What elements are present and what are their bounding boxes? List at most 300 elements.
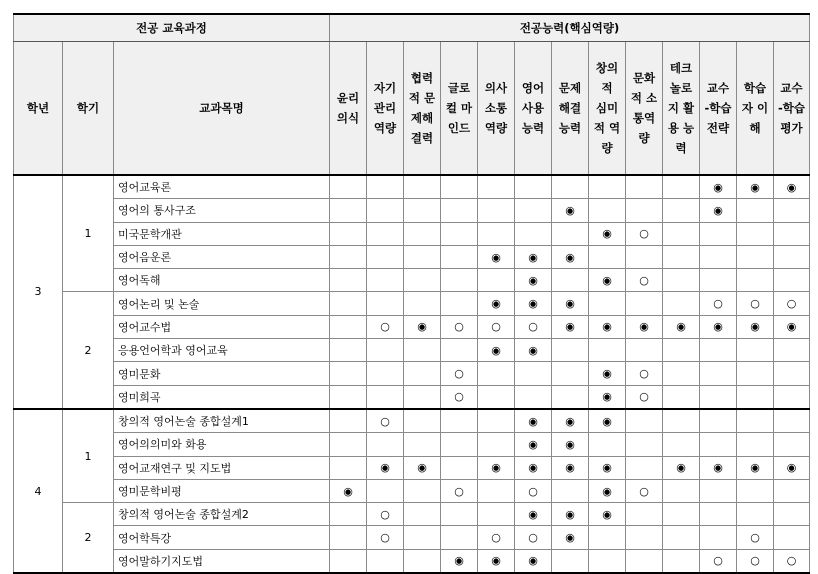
competency-header-line: 전략	[706, 121, 730, 135]
competency-mark: ◉	[552, 526, 589, 549]
course-name: 영어교육론	[114, 175, 330, 199]
competency-mark	[737, 479, 774, 502]
competency-header-line: 테크	[669, 61, 693, 75]
competency-mark	[737, 362, 774, 385]
course-name: 영어교재연구 및 지도법	[114, 456, 330, 479]
competency-mark	[589, 549, 626, 573]
table-row	[14, 245, 810, 268]
competency-mark	[367, 222, 404, 245]
competency-mark	[330, 245, 367, 268]
course-name: 미국문학개관	[114, 222, 330, 245]
table-row	[14, 199, 810, 222]
competency-header-line: 협력	[410, 71, 434, 85]
competency-header	[515, 42, 552, 176]
semester-cell: 2	[63, 292, 114, 409]
competency-mark: ◉	[515, 269, 552, 292]
competency-mark	[330, 385, 367, 409]
competency-mark: ◉	[478, 292, 515, 315]
competency-mark: ◉	[515, 409, 552, 433]
competency-mark	[737, 503, 774, 526]
table-row	[14, 456, 810, 479]
competency-header	[663, 42, 700, 176]
competency-mark: ○	[515, 315, 552, 338]
competency-mark	[404, 385, 441, 409]
competency-header-line: 제해	[410, 111, 434, 125]
competency-mark	[552, 385, 589, 409]
competency-mark	[441, 339, 478, 362]
competency-mark	[552, 549, 589, 573]
competency-mark	[663, 339, 700, 362]
competency-header-line: 학습	[743, 81, 767, 95]
competency-mark	[774, 269, 810, 292]
competency-mark	[774, 479, 810, 502]
competency-header-line: 영어	[521, 81, 545, 95]
competency-mark	[330, 549, 367, 573]
competency-mark	[478, 385, 515, 409]
competency-mark: ◉	[589, 385, 626, 409]
competency-mark	[700, 362, 737, 385]
course-name: 응용언어학과 영어교육	[114, 339, 330, 362]
competency-header-line: 의식	[336, 111, 360, 125]
table-row	[14, 549, 810, 573]
year-cell: 3	[14, 175, 63, 409]
course-name: 영미문화	[114, 362, 330, 385]
course-name: 영어논리 및 논술	[114, 292, 330, 315]
competency-mark	[404, 549, 441, 573]
competency-mark: ○	[441, 385, 478, 409]
competency-mark	[552, 269, 589, 292]
competency-mark	[663, 549, 700, 573]
competency-mark	[367, 385, 404, 409]
competency-mark	[663, 526, 700, 549]
competency-mark	[700, 269, 737, 292]
competency-mark: ◉	[515, 292, 552, 315]
competency-mark	[515, 385, 552, 409]
competency-mark: ○	[367, 526, 404, 549]
competency-mark	[441, 245, 478, 268]
competency-mark: ◉	[552, 456, 589, 479]
competency-mark: ◉	[589, 222, 626, 245]
competency-mark	[663, 479, 700, 502]
competency-mark: ◉	[552, 409, 589, 433]
competency-header-line: 능력	[558, 121, 582, 135]
competency-mark: ○	[478, 315, 515, 338]
competency-mark: ○	[367, 409, 404, 433]
competency-mark	[441, 222, 478, 245]
competency-header	[774, 42, 810, 176]
competency-header	[404, 42, 441, 176]
competency-mark: ◉	[774, 456, 810, 479]
competency-mark	[663, 175, 700, 199]
competency-header-line: 해	[749, 121, 761, 135]
competency-mark: ◉	[589, 479, 626, 502]
competency-mark: ◉	[589, 456, 626, 479]
competency-mark	[330, 456, 367, 479]
competency-mark	[626, 456, 663, 479]
competency-mark	[478, 433, 515, 456]
competency-header-line: 적	[601, 81, 613, 95]
competency-mark: ◉	[552, 245, 589, 268]
competency-mark	[626, 199, 663, 222]
competency-mark	[700, 385, 737, 409]
competency-mark: ○	[774, 292, 810, 315]
competency-mark: ○	[626, 269, 663, 292]
competency-mark	[663, 503, 700, 526]
competency-header-line: 놀로	[669, 81, 693, 95]
competency-mark	[737, 269, 774, 292]
competency-mark	[589, 175, 626, 199]
competency-mark	[700, 526, 737, 549]
competency-mark: ◉	[700, 456, 737, 479]
competency-mark	[663, 245, 700, 268]
table-row	[14, 292, 810, 315]
competency-mark: ◉	[552, 199, 589, 222]
competency-mark: ○	[626, 362, 663, 385]
competency-mark	[367, 245, 404, 268]
course-name: 영어학특강	[114, 526, 330, 549]
competency-mark	[663, 199, 700, 222]
year-cell: 4	[14, 409, 63, 573]
competencies-header: 전공능력(핵심역량)	[330, 14, 810, 42]
competency-mark	[441, 433, 478, 456]
competency-mark	[404, 175, 441, 199]
competency-mark	[330, 503, 367, 526]
competency-header	[700, 42, 737, 176]
competency-mark: ◉	[515, 245, 552, 268]
table-row	[14, 385, 810, 409]
competency-mark	[626, 549, 663, 573]
competency-mark: ◉	[737, 315, 774, 338]
competency-mark	[404, 409, 441, 433]
competency-mark	[774, 526, 810, 549]
competency-mark	[367, 199, 404, 222]
competency-mark	[515, 222, 552, 245]
competency-mark	[700, 245, 737, 268]
course-name: 영어교수법	[114, 315, 330, 338]
competency-mark	[441, 526, 478, 549]
competency-header-line: 능력	[521, 121, 545, 135]
competency-mark	[441, 292, 478, 315]
course-name: 창의적 영어논술 종합설계2	[114, 503, 330, 526]
competency-header-line: 결력	[410, 131, 434, 145]
competency-mark	[663, 433, 700, 456]
competency-header	[441, 42, 478, 176]
competency-mark: ◉	[626, 315, 663, 338]
competency-mark: ○	[626, 385, 663, 409]
competency-mark	[663, 362, 700, 385]
competency-header-line: 윤리	[336, 91, 360, 105]
competency-mark: ○	[700, 292, 737, 315]
table-row	[14, 222, 810, 245]
competency-mark: ◉	[589, 362, 626, 385]
competency-mark	[515, 199, 552, 222]
competency-mark	[478, 409, 515, 433]
competency-mark: ○	[626, 479, 663, 502]
competency-mark	[626, 409, 663, 433]
competency-mark: ◉	[737, 175, 774, 199]
competency-header-line: 문화	[632, 71, 656, 85]
competency-mark	[367, 339, 404, 362]
competency-mark	[404, 269, 441, 292]
competency-mark: ◉	[663, 456, 700, 479]
competency-header-line: 지 활	[667, 101, 695, 115]
course-name: 영어독해	[114, 269, 330, 292]
competency-mark	[589, 526, 626, 549]
competency-header-line: 창의	[595, 61, 619, 75]
competency-mark	[478, 175, 515, 199]
competency-mark: ○	[737, 549, 774, 573]
competency-header	[626, 42, 663, 176]
competency-mark: ○	[737, 526, 774, 549]
competency-mark: ◉	[774, 175, 810, 199]
competency-mark	[330, 175, 367, 199]
competency-mark	[478, 503, 515, 526]
table-row	[14, 479, 810, 502]
course-column-header: 교과목명	[114, 42, 330, 176]
competency-mark: ○	[626, 222, 663, 245]
course-name: 영어음운론	[114, 245, 330, 268]
competency-mark	[737, 199, 774, 222]
competency-mark: ◉	[515, 456, 552, 479]
competency-mark	[626, 339, 663, 362]
competency-mark	[774, 433, 810, 456]
competency-mark	[737, 385, 774, 409]
competency-header-line: 글로	[447, 81, 471, 95]
competency-mark: ◉	[552, 433, 589, 456]
semester-cell: 2	[63, 503, 114, 573]
competency-mark	[774, 362, 810, 385]
competency-mark	[404, 339, 441, 362]
competency-mark	[589, 292, 626, 315]
competency-mark	[737, 409, 774, 433]
competency-mark: ○	[441, 315, 478, 338]
competency-mark: ◉	[330, 479, 367, 502]
competency-mark	[589, 433, 626, 456]
competency-mark	[774, 409, 810, 433]
competency-mark: ◉	[478, 549, 515, 573]
competency-header-line: 의사	[484, 81, 508, 95]
competency-mark	[663, 292, 700, 315]
competency-mark	[700, 339, 737, 362]
semester-cell: 1	[63, 409, 114, 503]
competency-mark: ◉	[589, 269, 626, 292]
competency-mark: ○	[441, 479, 478, 502]
competency-mark: ◉	[737, 456, 774, 479]
competency-header-line: 역량	[484, 121, 508, 135]
competency-mark: ◉	[515, 339, 552, 362]
competency-mark	[663, 222, 700, 245]
competency-mark	[367, 433, 404, 456]
course-name: 영어말하기지도법	[114, 549, 330, 573]
competency-mark	[367, 479, 404, 502]
competency-mark	[774, 385, 810, 409]
competency-header-line: 교수	[706, 81, 730, 95]
competency-mark	[737, 222, 774, 245]
competency-mark	[404, 479, 441, 502]
competency-mark: ○	[515, 526, 552, 549]
competency-header-line: 해결	[558, 101, 582, 115]
course-name: 영어의 통사구조	[114, 199, 330, 222]
competency-mark	[589, 199, 626, 222]
table-row	[14, 526, 810, 549]
competency-header-line: 용 능	[667, 121, 695, 135]
competency-mark	[441, 503, 478, 526]
competency-header-line: 교수	[780, 81, 803, 95]
competency-mark: ◉	[700, 175, 737, 199]
competency-mark	[478, 479, 515, 502]
competency-mark: ◉	[515, 549, 552, 573]
competency-mark: ◉	[404, 456, 441, 479]
competency-mark	[774, 339, 810, 362]
competency-mark	[626, 175, 663, 199]
competency-header	[330, 42, 367, 176]
competency-mark	[700, 222, 737, 245]
competency-mark	[330, 315, 367, 338]
competency-header	[552, 42, 589, 176]
competency-mark	[478, 362, 515, 385]
course-name: 영미희곡	[114, 385, 330, 409]
competency-mark	[404, 503, 441, 526]
competency-mark	[441, 456, 478, 479]
competency-mark	[737, 433, 774, 456]
table-row	[14, 503, 810, 526]
table-row	[14, 362, 810, 385]
competency-header-line: 자기	[373, 81, 397, 95]
competency-mark: ◉	[774, 315, 810, 338]
competency-mark	[330, 199, 367, 222]
competency-header-line: 컬 마	[445, 101, 473, 115]
competency-header	[367, 42, 404, 176]
competency-header	[737, 42, 774, 176]
competency-mark	[404, 292, 441, 315]
competency-mark	[626, 526, 663, 549]
competency-header-line: 적 소	[630, 91, 658, 105]
competency-mark	[515, 175, 552, 199]
curriculum-competency-table	[13, 13, 810, 574]
competency-mark: ◉	[700, 199, 737, 222]
competency-mark: ◉	[367, 456, 404, 479]
competency-header-line: 평가	[780, 121, 803, 135]
competency-mark: ◉	[663, 315, 700, 338]
table-row	[14, 433, 810, 456]
competency-mark	[441, 175, 478, 199]
semester-cell: 1	[63, 175, 114, 292]
competency-mark	[367, 549, 404, 573]
competency-mark	[330, 526, 367, 549]
competency-mark: ◉	[700, 315, 737, 338]
competency-header-line: 인드	[447, 121, 471, 135]
competency-mark	[367, 269, 404, 292]
competency-mark: ◉	[404, 315, 441, 338]
competency-mark	[478, 269, 515, 292]
competency-mark: ○	[441, 362, 478, 385]
competency-mark	[441, 199, 478, 222]
competency-mark: ○	[367, 315, 404, 338]
competency-mark: ◉	[552, 292, 589, 315]
competency-mark	[367, 292, 404, 315]
competency-mark: ◉	[515, 503, 552, 526]
competency-mark	[589, 339, 626, 362]
table-row	[14, 269, 810, 292]
competency-mark: ◉	[441, 549, 478, 573]
competency-mark	[737, 339, 774, 362]
competency-mark: ○	[700, 549, 737, 573]
competency-header-line: -학습	[704, 101, 732, 115]
competency-header-line: -학습	[778, 101, 806, 115]
competency-mark: ◉	[552, 503, 589, 526]
competency-mark	[330, 362, 367, 385]
semester-column-header: 학기	[63, 42, 114, 176]
competency-mark	[626, 433, 663, 456]
competency-header	[589, 42, 626, 176]
competency-mark: ◉	[478, 456, 515, 479]
competency-header-line: 적 역	[593, 121, 621, 135]
course-name: 영미문학비평	[114, 479, 330, 502]
competency-header-line: 통역	[632, 111, 656, 125]
competency-mark	[404, 362, 441, 385]
competency-mark: ○	[515, 479, 552, 502]
competency-mark	[478, 222, 515, 245]
competency-mark	[700, 479, 737, 502]
competency-mark	[404, 199, 441, 222]
competency-mark	[774, 222, 810, 245]
competency-mark	[330, 292, 367, 315]
competency-mark: ○	[367, 503, 404, 526]
competency-mark	[441, 269, 478, 292]
competency-mark	[367, 175, 404, 199]
competency-mark: ◉	[589, 503, 626, 526]
competency-header-line: 관리	[373, 101, 397, 115]
competency-mark: ○	[737, 292, 774, 315]
competency-mark	[441, 409, 478, 433]
competency-mark	[552, 339, 589, 362]
competency-mark	[478, 199, 515, 222]
competency-mark	[552, 362, 589, 385]
competency-mark	[552, 175, 589, 199]
competency-mark	[552, 479, 589, 502]
competency-mark: ○	[478, 526, 515, 549]
competency-mark: ◉	[515, 433, 552, 456]
curriculum-header: 전공 교육과정	[14, 14, 330, 42]
competency-mark	[700, 409, 737, 433]
competency-header	[478, 42, 515, 176]
competency-mark	[330, 222, 367, 245]
competency-mark	[404, 222, 441, 245]
competency-mark	[330, 409, 367, 433]
competency-mark: ◉	[552, 315, 589, 338]
competency-mark: ○	[774, 549, 810, 573]
competency-mark	[626, 503, 663, 526]
competency-mark	[367, 362, 404, 385]
competency-mark	[663, 385, 700, 409]
competency-mark	[663, 269, 700, 292]
year-column-header: 학년	[14, 42, 63, 176]
competency-mark	[700, 503, 737, 526]
competency-mark	[700, 433, 737, 456]
competency-header-line: 자 이	[741, 101, 769, 115]
competency-mark	[774, 503, 810, 526]
competency-header-line: 역량	[373, 121, 397, 135]
competency-header-line: 사용	[521, 101, 545, 115]
competency-mark	[330, 433, 367, 456]
competency-mark	[663, 409, 700, 433]
competency-mark	[774, 199, 810, 222]
table-row	[14, 409, 810, 433]
table-row	[14, 339, 810, 362]
competency-mark	[737, 245, 774, 268]
competency-mark	[626, 292, 663, 315]
competency-header-line: 적 문	[408, 91, 436, 105]
